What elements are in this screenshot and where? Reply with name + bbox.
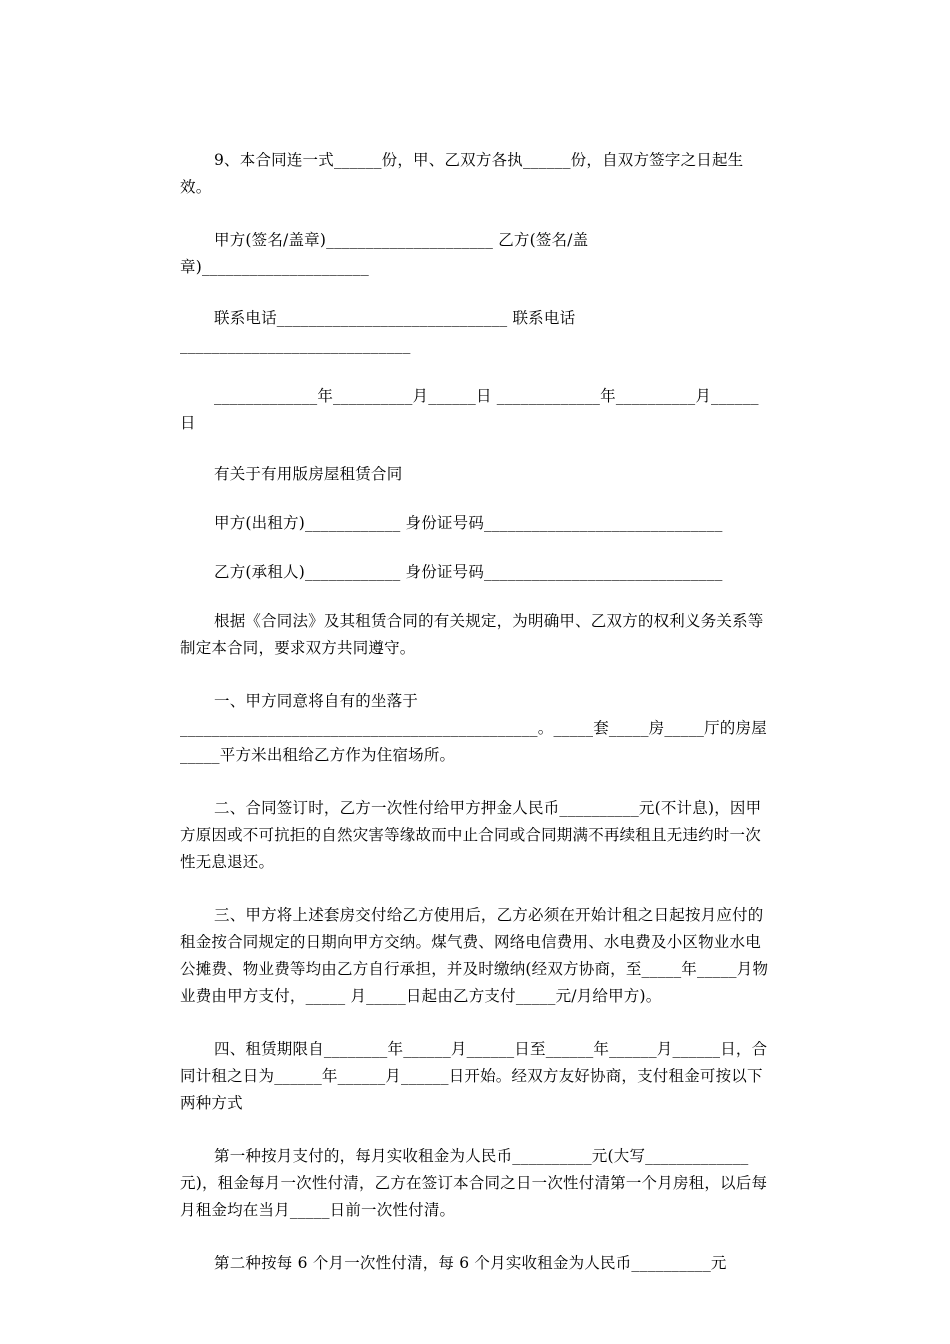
contract-body xyxy=(180,147,772,1303)
preamble-paragraph: 根据《合同法》及其租赁合同的有关规定，为明确甲、乙双方的权利义务关系等制定本合同，要求双方共同遵守。 xyxy=(180,612,764,657)
landlord-line: 甲方(出租方)____________ 身份证号码______________________________ xyxy=(214,514,723,532)
clause-2-deposit: 二、合同签订时，乙方一次性付给甲方押金人民币__________元(不计息)，因甲方原因或不可抗拒的自然灾害等缘故而中止合同或合同期满不再续租且无违约时一次性无息退还。 xyxy=(180,799,762,871)
payment-option-monthly: 第一种按月支付的，每月实收租金为人民币__________元(大写_____________元)，租金每月一次性付清，乙方在签订本合同之日一次性付清第一个月房租，以后每月租金均在当月_____日前一次性付清。 xyxy=(180,1147,768,1219)
clause-9-copies: 9、本合同连一式______份，甲、乙双方各执______份，自双方签字之日起生效。 xyxy=(180,151,744,196)
signature-line-parties: 甲方(签名/盖章)_____________________ 乙方(签名/盖章)_____________________ xyxy=(180,231,589,276)
clause-3-payment: 三、甲方将上述套房交付给乙方使用后，乙方必须在开始计租之日起按月应付的租金按合同规定的日期向甲方交纳。煤气费、网络电信费用、水电费及小区物业水电公摊费、物业费等均由乙方自行承担，并及时缴纳(经双方协商，至_____年_____月物业费由甲方支付，_____ 月_____日起由乙方支付_____元/月给甲方)。 xyxy=(180,906,769,1005)
tenant-line: 乙方(承租人)____________ 身份证号码______________________________ xyxy=(214,563,723,581)
clause-4-term: 四、租赁期限自________年______月______日至______年______月______日，合同计租之日为______年______月______日开始。经双方友好协商，支付租金可按以下两种方式 xyxy=(180,1040,768,1112)
contract-title: 有关于有用版房屋租赁合同 xyxy=(214,465,403,483)
payment-option-semiannual: 第二种按每 6 个月一次性付清，每 6 个月实收租金为人民币__________元 xyxy=(214,1254,727,1272)
contact-phone-line: 联系电话_____________________________ 联系电话_____________________________ xyxy=(180,309,576,354)
date-line: _____________年__________月______日 _____________年__________月______日 xyxy=(180,387,759,432)
clause-1-property: 一、甲方同意将自有的坐落于_____________________________________________。_____套_____房_____厅的房屋_____平方米出租给乙方作为住宿场所。 xyxy=(180,692,767,764)
